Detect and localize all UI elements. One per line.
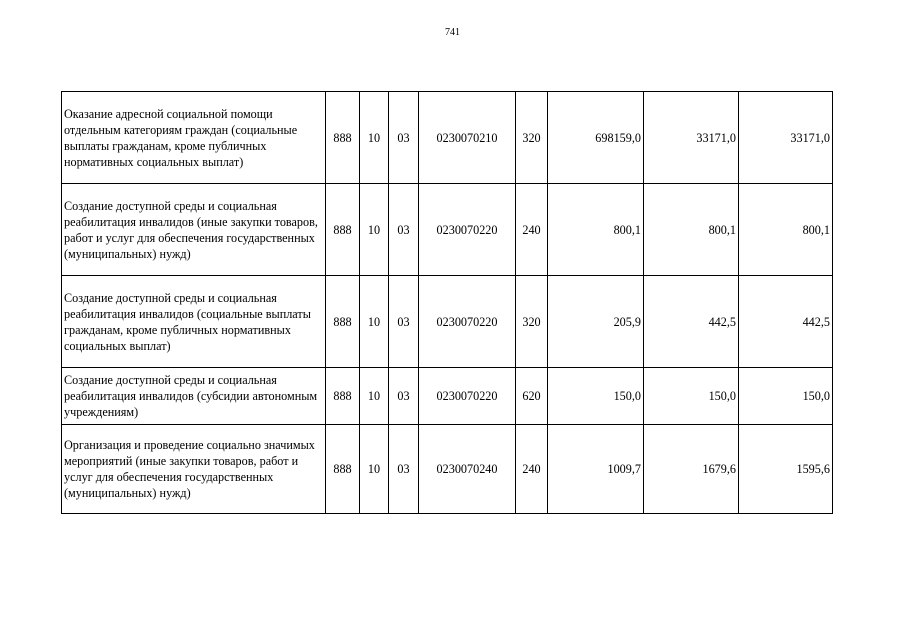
expense-type-code: 240 [516, 425, 548, 514]
target-article-code: 0230070220 [419, 368, 516, 425]
section-code: 10 [360, 184, 389, 276]
table-row [62, 92, 833, 184]
section-code: 10 [360, 368, 389, 425]
target-article-code: 0230070220 [419, 184, 516, 276]
amount-year-3: 442,5 [739, 276, 833, 368]
section-code: 10 [360, 276, 389, 368]
amount-year-3: 150,0 [739, 368, 833, 425]
row-description: Создание доступной среды и социальная реабилитация инвалидов (иные закупки товаров, работ и услуг для обеспечения государственных (муниципальных) нужд) [62, 184, 326, 276]
expense-type-code: 240 [516, 184, 548, 276]
table-row [62, 276, 833, 368]
page-number: 741 [445, 27, 460, 38]
amount-year-1: 800,1 [548, 184, 644, 276]
subsection-code: 03 [389, 368, 419, 425]
row-description: Оказание адресной социальной помощи отдельным категориям граждан (социальные выплаты гражданам, кроме публичных нормативных социальных выплат) [62, 92, 326, 184]
amount-year-2: 150,0 [644, 368, 739, 425]
ministry-code: 888 [326, 184, 360, 276]
amount-year-1: 1009,7 [548, 425, 644, 514]
amount-year-3: 800,1 [739, 184, 833, 276]
row-description: Создание доступной среды и социальная реабилитация инвалидов (социальные выплаты гражданам, кроме публичных нормативных социальных выплат) [62, 276, 326, 368]
amount-year-3: 1595,6 [739, 425, 833, 514]
table-row [62, 425, 833, 514]
subsection-code: 03 [389, 184, 419, 276]
ministry-code: 888 [326, 276, 360, 368]
table-row [62, 368, 833, 425]
target-article-code: 0230070210 [419, 92, 516, 184]
amount-year-2: 1679,6 [644, 425, 739, 514]
target-article-code: 0230070240 [419, 425, 516, 514]
section-code: 10 [360, 425, 389, 514]
subsection-code: 03 [389, 425, 419, 514]
amount-year-1: 698159,0 [548, 92, 644, 184]
subsection-code: 03 [389, 92, 419, 184]
amount-year-1: 205,9 [548, 276, 644, 368]
target-article-code: 0230070220 [419, 276, 516, 368]
budget-table [61, 91, 833, 514]
amount-year-2: 442,5 [644, 276, 739, 368]
expense-type-code: 620 [516, 368, 548, 425]
amount-year-3: 33171,0 [739, 92, 833, 184]
expense-type-code: 320 [516, 92, 548, 184]
ministry-code: 888 [326, 368, 360, 425]
row-description: Создание доступной среды и социальная реабилитация инвалидов (субсидии автономным учреждениям) [62, 368, 326, 425]
ministry-code: 888 [326, 92, 360, 184]
subsection-code: 03 [389, 276, 419, 368]
amount-year-2: 33171,0 [644, 92, 739, 184]
table-row [62, 184, 833, 276]
ministry-code: 888 [326, 425, 360, 514]
amount-year-2: 800,1 [644, 184, 739, 276]
amount-year-1: 150,0 [548, 368, 644, 425]
section-code: 10 [360, 92, 389, 184]
row-description: Организация и проведение социально значимых мероприятий (иные закупки товаров, работ и услуг для обеспечения государственных (муниципальных) нужд) [62, 425, 326, 514]
expense-type-code: 320 [516, 276, 548, 368]
